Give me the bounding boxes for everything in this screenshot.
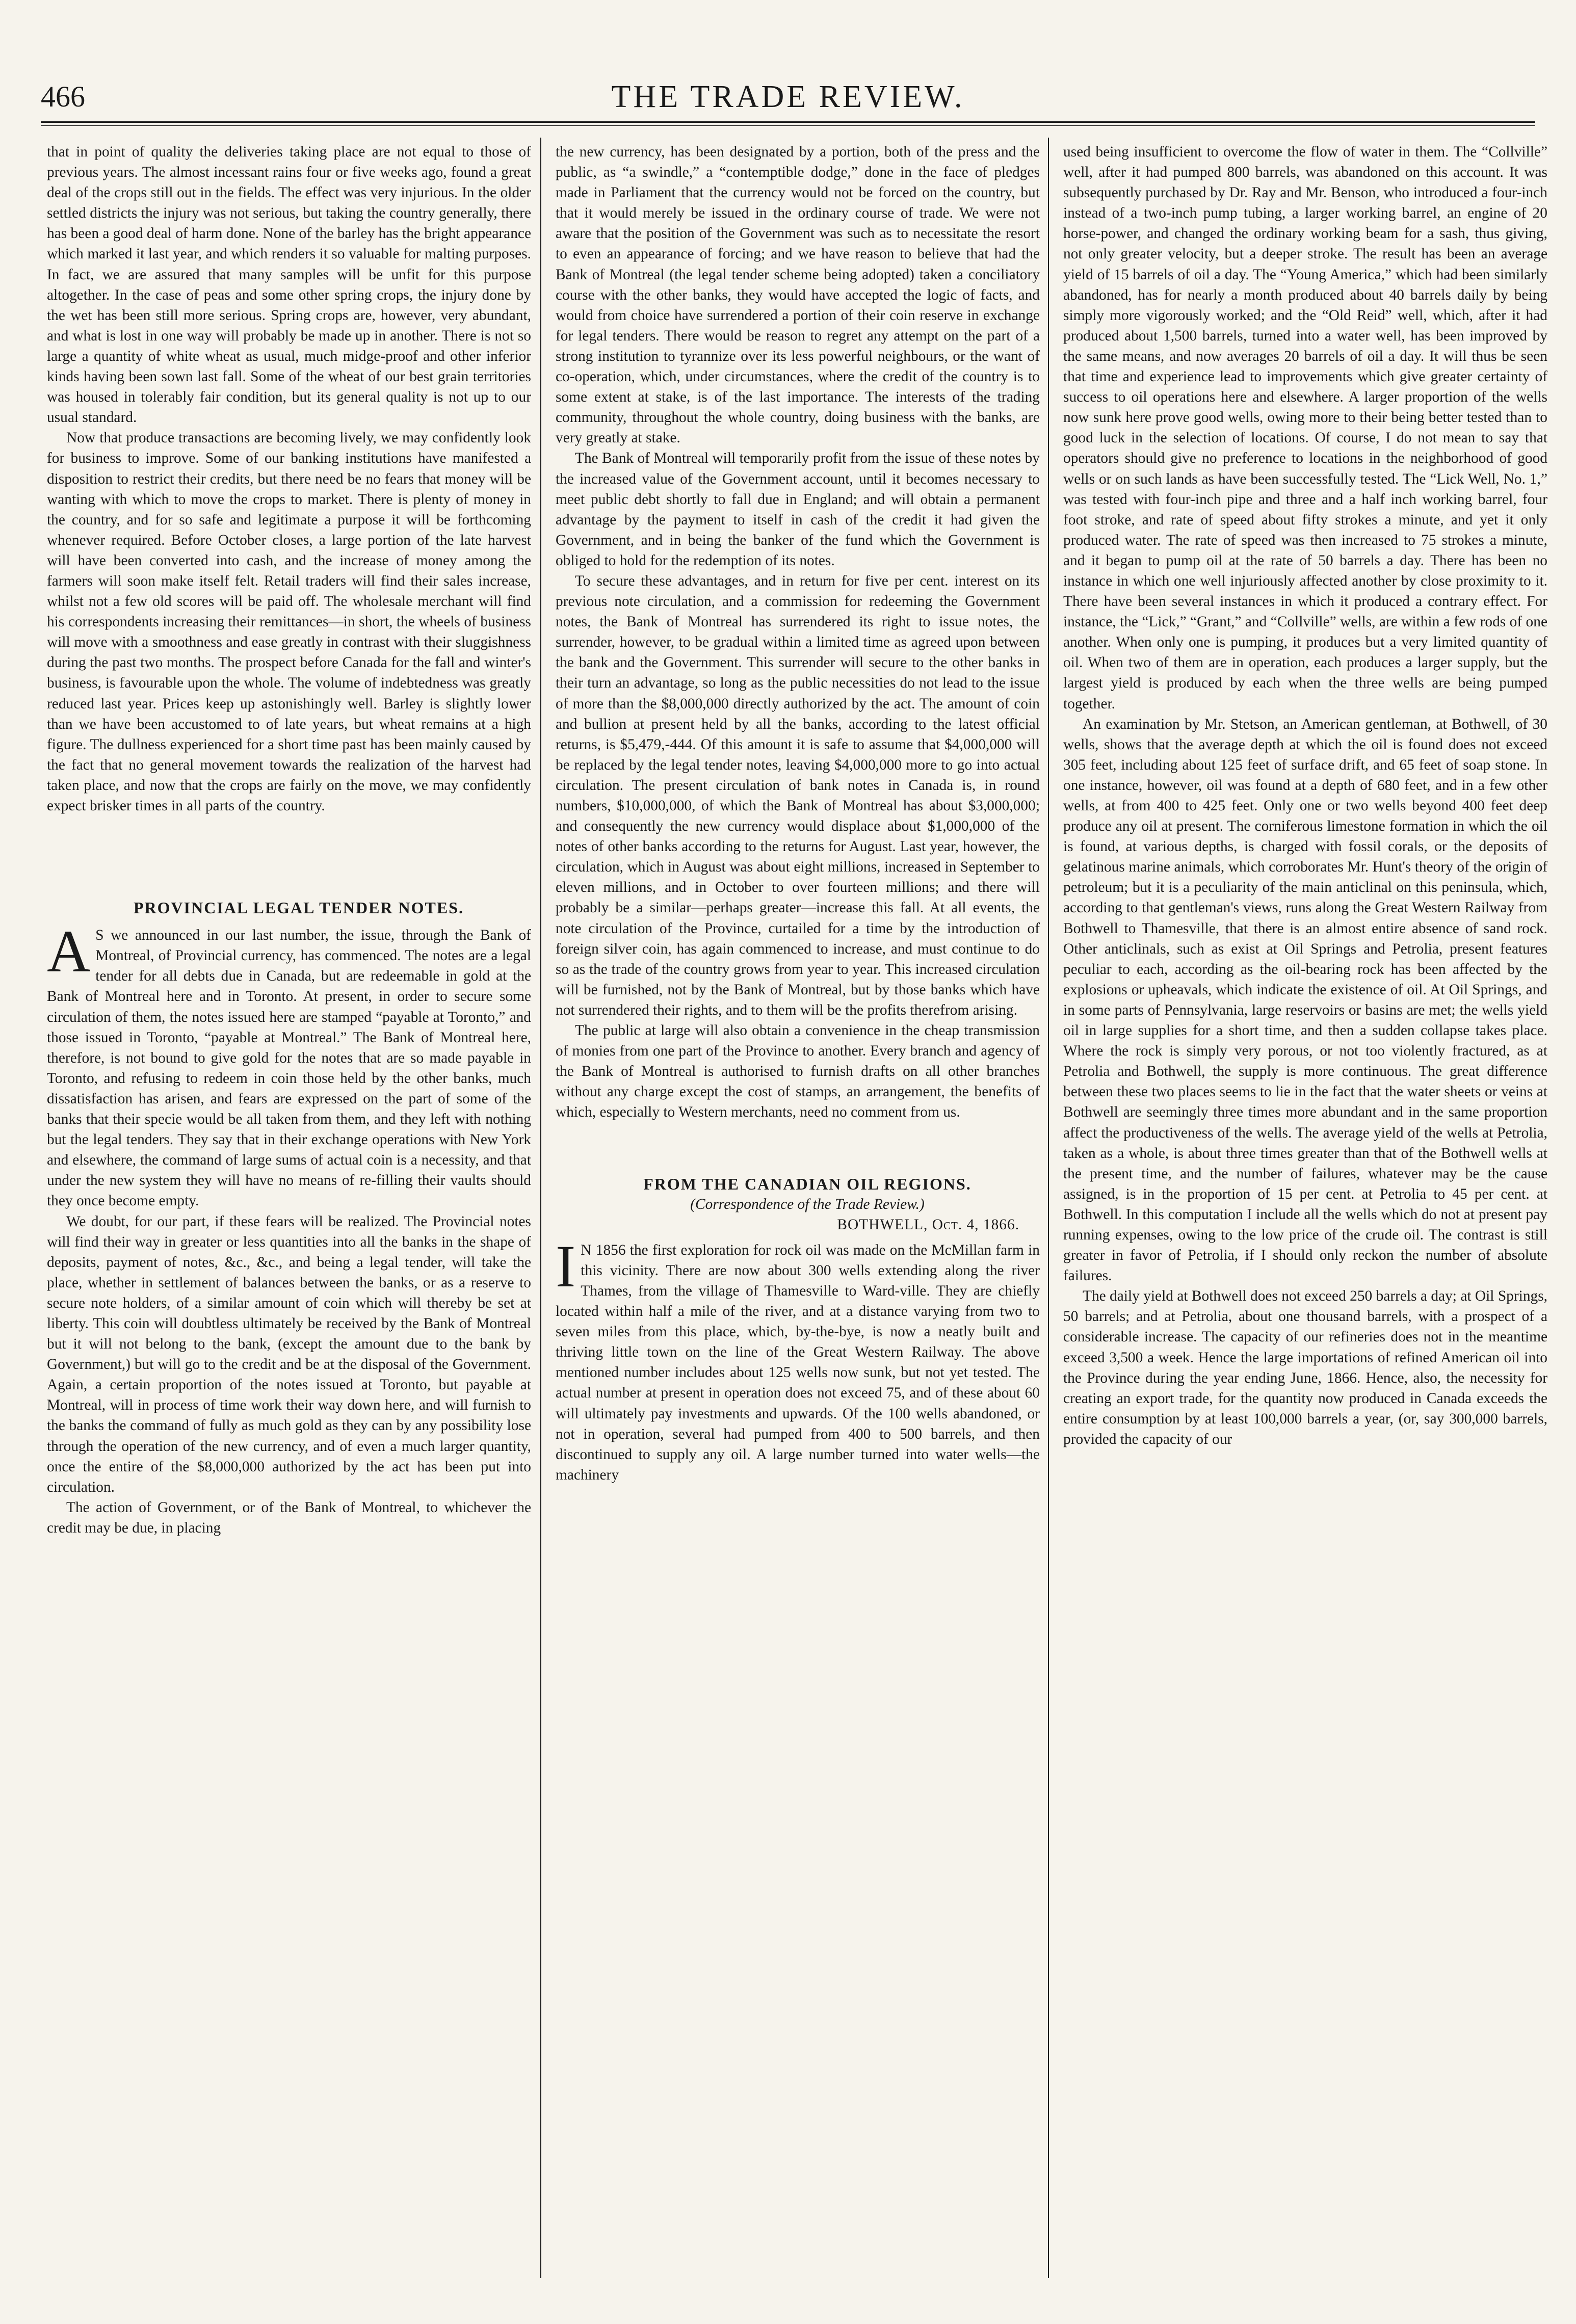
- article-heading-legal-tender: PROVINCIAL LEGAL TENDER NOTES.: [134, 899, 464, 917]
- paragraph: An examination by Mr. Stetson, an American gentleman, at Bothwell, of 30 wells, shows that the average depth at which the oil is found does not exceed 305 feet, including about 125 feet of surface drift, and 65 feet of soap stone. In one instance, however, oil was found at a depth of 680 feet, and in a few other wells, at from 400 to 425 feet. Only one or two wells beyond 400 feet deep produce any oil at present. The corniferous limestone formation in which the oil is found, at various depths, is charged with fossil corals, or the deposits of gelatinous marine animals, which corroborates Mr. Hunt's theory of the origin of petroleum; but it is a peculiarity of the main anticlinal on this peninsula, which, according to that gentleman's views, runs along the Great Western Railway from Bothwell to Thamesville, that there is an almost entire absence of sand rock. Other anticlinals, such as exist at Oil Springs and Petrolia, present features peculiar to each, according as the oil-bearing rock has been affected by the explosions or upheavals, which indicate the existence of oil. At Oil Springs, and in some parts of Pennsylvania, large reservoirs or basins are met; the wells yield oil in large supplies for a short time, and then a sudden collapse takes place. Where the rock is simply very porous, or not too violently fractured, as at Petrolia and Bothwell, the supply is more continuous. The great difference between these two places seems to lie in the fact that the water sheets or veins at Bothwell are seemingly three times more abundant and in the same proportion affect the productiveness of the wells. The average yield of the wells at Petrolia, taken as a whole, is about three times greater than that of the Bothwell wells at the present time, and the number of failures, whatever may be the cause assigned, is in the proportion of 15 per cent. at Petrolia to 45 per cent. at Bothwell. In this computation I include all the wells which do not at present pay running expenses, owing to the low price of the crude oil. The contrast is still greater in favor of Petrolia, if I should only reckon the number of absolute failures.: [1063, 716, 1547, 1284]
- column-2: [556, 142, 1040, 2282]
- paragraph: [556, 1232, 1040, 1485]
- paragraph: the new currency, has been designated by a portion, both of the press and the public, as “a swindle,” a “contemptible dodge,” done in the face of pledges made in Parliament that the currency would not be forced on the country, but that it would merely be issued in the ordinary course of trade. We were not aware that the position of the Government was such as to necessitate the resort to even an appearance of forcing; and we have reason to believe that had the Bank of Montreal (the legal tender scheme being adopted) taken a conciliatory course with the other banks, they would have accepted the logic of facts, and would from choice have surrendered a portion of their coin reserve in exchange for legal tenders. There would be reason to regret any attempt on the part of a strong institution to tyrannize over its less powerful neighbours, or the want of co-operation, which, under circumstances, where the credit of the country is to some extent at stake, is of the last importance. The interests of the trading community, throughout the whole country, doing business with the banks, are very greatly at stake.: [556, 144, 1040, 446]
- header-rule-thin: [41, 125, 1535, 126]
- header-rule-thick: [41, 121, 1535, 123]
- paragraph: The public at large will also obtain a convenience in the cheap transmission of monies from one part of the Province to another. Every branch and agency of the Bank of Montreal is authorised to furnish drafts on all other branches without any charge except the cost of stamps, an arrangement, the benefits of which, especially to Western merchants, need no comment from us.: [556, 1022, 1040, 1121]
- column-divider-2: [1048, 138, 1049, 2278]
- column-3: [1063, 142, 1547, 2282]
- page-number: 466: [41, 80, 85, 113]
- column-divider-1: [540, 138, 541, 2278]
- paragraph: [47, 918, 531, 1211]
- paragraph: We doubt, for our part, if these fears will be realized. The Provincial notes will find their way in greater or less quantities into all the banks in the shape of deposits, payment of notes, &c., &c., and being a legal tender, will take the place, whether in settlement of balances between the banks, or as a reserve to secure note holders, of a similar amount of coin which will thereby be set at liberty. This coin will doubtless ultimately be received by the Bank of Montreal but it will not belong to the bank, (except the amount due to the bank by Government,) but will go to the credit and be at the disposal of the Government. Again, a certain proportion of the notes issued at Toronto, but payable at Montreal, will in process of time work their way down here, and will furnish to the banks the command of fully as much gold as they can by any possibility lose through the operation of the new currency, and of even a much larger quantity, once the entire of the $8,000,000 authorized by the act has been put into circulation.: [47, 1213, 531, 1495]
- drop-cap: I: [556, 1232, 576, 1300]
- article-heading-oil-regions: FROM THE CANADIAN OIL REGIONS.: [643, 1174, 971, 1193]
- publication-title: THE TRADE REVIEW.: [611, 80, 965, 114]
- paragraph: The action of Government, or of the Bank of Montreal, to whichever the credit may be due, in placing: [47, 1499, 531, 1536]
- paragraph: The Bank of Montreal will temporarily profit from the issue of these notes by the increased value of the Government account, until it becomes necessary to meet public debt shortly to fall due in England; and will obtain a permanent advantage by the payment to itself in cash of the credit it had given the Government, and in being the banker of the fund which the Government is obliged to hold for the redemption of its notes.: [556, 450, 1040, 569]
- column-1: [47, 142, 531, 2282]
- drop-cap: A: [47, 918, 91, 985]
- paragraph-text: S we announced in our last number, the issue, through the Bank of Montreal, of Provincial currency, has commenced. The notes are a legal tender for all debts due in Canada, but are redeemable in gold at the Bank of Montreal here and in Toronto. At present, in order to secure some circulation of them, the notes issued here are stamped “payable at Toronto,” and those issued in Toronto, “payable at Montreal.” The Bank of Montreal here, therefore, is not bound to give gold for the notes that are so made payable in Toronto, and refusing to redeem in coin those held by the other banks, much dissatisfaction has arisen, and fears are expressed on the part of some of the banks that their specie would be all taken from them, and they left with nothing but the legal tenders. They say that in their exchange operations with New York and elsewhere, the command of large sums of actual coin is a necessity, and that under the new system they will have no means of re-filling their vaults should they once become empty.: [47, 927, 531, 1209]
- paragraph: used being insufficient to overcome the flow of water in them. The “Collville” well, after it had pumped 800 barrels, was abandoned on this account. It was subsequently purchased by Dr. Ray and Mr. Benson, who introduced a four-inch instead of a two-inch pump tubing, a larger working barrel, an engine of 20 horse-power, and changed the ordinary working beam for a sash, thus giving, not only greater velocity, but a deeper stroke. The result has been an average yield of 15 barrels of oil a day. The “Young America,” which had been similarly abandoned, has for nearly a month produced about 40 barrels daily by being simply more vigorously worked; and the “Old Reid” well, which, after it had produced about 1,500 barrels, turned into a water well, has been improved by the same means, and now averages 20 barrels of oil a day. It will thus be seen that time and experience lead to improvements which give greater certainty of success to oil operations here and elsewhere. A larger proportion of the wells now sunk here prove good wells, owing more to their being better tested than to good luck in the selection of locations. Of course, I do not mean to say that operators should give no preference to locations in the neighborhood of good wells or on such lands as have been successfully tested. The “Lick Well, No. 1,” was tested with four-inch pipe and three and a half inch working barrel, four foot stroke, and rate of speed about fifty strokes a minute, and yet it only produced water. The rate of speed was then increased to 75 strokes a minute, and it began to pump oil at the rate of 50 barrels a day. There has been no instance in which one well injuriously affected another by close proximity to it. There have been several instances in which it produced a contrary effect. For instance, the “Lick,” “Grant,” and “Collville” wells, are within a few rods of one another. When only one is pumping, it produces but a very limited quantity of oil. When two of them are in operation, each produces a larger supply, but the largest yield is produced by each when the three wells are being pumped together.: [1063, 144, 1547, 712]
- paragraph-text: N 1856 the first exploration for rock oil was made on the McMillan farm in this vicinity. There are now about 300 wells extending along the river Thames, from the village of Thamesville to Ward-ville. They are chiefly located within half a mile of the river, and at a distance varying from two to seven miles from this place, which, by-the-bye, is now a neatly built and thriving little town on the line of the Great Western Railway. The above mentioned number includes about 125 wells now sunk, but not yet tested. The actual number at present in operation does not exceed 75, and of these about 60 will ultimately pay investments and upwards. Of the 100 wells abandoned, or not in operation, several had pumped from 400 to 500 barrels, and then discontinued to supply any oil. A large number turned into water wells—the machinery: [556, 1242, 1040, 1483]
- paragraph: Now that produce transactions are becoming lively, we may confidently look for business to improve. Some of our banking institutions have manifested a disposition to restrict their credits, but there need be no fears that money will be wanting with which to move the crops to market. There is plenty of money in the country, and for so safe and legitimate a purpose it will be forthcoming whenever required. Before October closes, a large portion of the late harvest will have been converted into cash, and the increase of money among the farmers will soon make itself felt. Retail traders will find their sales increase, whilst not a few old scores will be paid off. The wholesale merchant will find his correspondents increasing their remittances—in short, the wheels of business will move with a smoothness and ease greatly in contrast with their sluggishness during the past two months. The prospect before Canada for the fall and winter's business, is favourable upon the whole. The volume of indebtedness was greatly reduced last year. Prices keep up astonishingly well. Barley is slightly lower than we have been accustomed to of late years, but wheat remains at a high figure. The dullness experienced for a short time past has been mainly caused by the fact that no general movement towards the realization of the harvest had taken place, and now that the crops are fairly on the move, we may confidently expect brisker times in all parts of the country.: [47, 430, 531, 814]
- paragraph: The daily yield at Bothwell does not exceed 250 barrels a day; at Oil Springs, 50 barrels; and at Petrolia, about one thousand barrels, with a prospect of a considerable increase. The capacity of our refineries does not in the meantime exceed 3,500 a week. Hence the large importations of refined American oil into the Province during the year ending June, 1866. Hence, also, the necessity for creating an export trade, for the quantity now produced in Canada exceeds the entire consumption by at least 100,000 barrels a year, (or, say 300,000 barrels, provided the capacity of our: [1063, 1288, 1547, 1447]
- page-header: [41, 76, 1535, 117]
- article-subhead: (Correspondence of the Trade Review.): [690, 1196, 925, 1212]
- paragraph: To secure these advantages, and in return for five per cent. interest on its previous note circulation, and a commission for redeeming the Government notes, the Bank of Montreal has surrendered its right to issue notes, the surrender, however, to be gradual within a limited time as agreed upon between the bank and the Government. This surrender will secure to the other banks in their turn an advantage, so long as the public necessities do not lead to the issue of more than the $8,000,000 directly authorized by the act. The amount of coin and bullion at present held by all the banks, according to the latest official returns, is $5,479,-444. Of this amount it is safe to assume that $4,000,000 will be replaced by the legal tender notes, leaving $4,000,000 more to go into actual circulation. The present circulation of bank notes in Canada is, in round numbers, $10,000,000, of which the Bank of Montreal has about $3,000,000; and consequently the new currency would displace about $1,000,000 of the notes of other banks according to the returns for August. Last year, however, the circulation, which in August was about eight millions, increased in September to eleven millions, and in October to over fourteen millions; and there will probably be a similar—perhaps greater—increase this fall. At all events, the note circulation of the Province, curtailed for a time by the introduction of foreign silver coin, has again commenced to increase, and must continue to do so as the trade of the country grows from year to year. This increased circulation will be furnished, not by the Bank of Montreal, but by those banks which have not surrendered their rights, and to them will be the profits therefrom arising.: [556, 572, 1040, 1018]
- article-dateline: BOTHWELL, Oct. 4, 1866.: [837, 1216, 1019, 1233]
- paragraph: that in point of quality the deliveries taking place are not equal to those of previous years. The almost incessant rains four or five weeks ago, found a great deal of the crops still out in the fields. The effect was very injurious. In the older settled districts the injury was not serious, but taking the country generally, there has been a good deal of harm done. None of the barley has the bright appearance which marked it last year, and which renders it so valuable for malting purposes. In fact, we are assured that many samples will be unfit for this purpose altogether. In the case of peas and some other spring crops, the injury done by the wet has been still more serious. Spring crops are, however, very abundant, and what is lost in one way will probably be made up in another. There is not so large a quantity of white wheat as usual, much midge-proof and other inferior kinds having been sown last fall. Some of the wheat of our best grain territories was housed in tolerably fair condition, but its general quality is not up to our usual standard.: [47, 144, 531, 426]
